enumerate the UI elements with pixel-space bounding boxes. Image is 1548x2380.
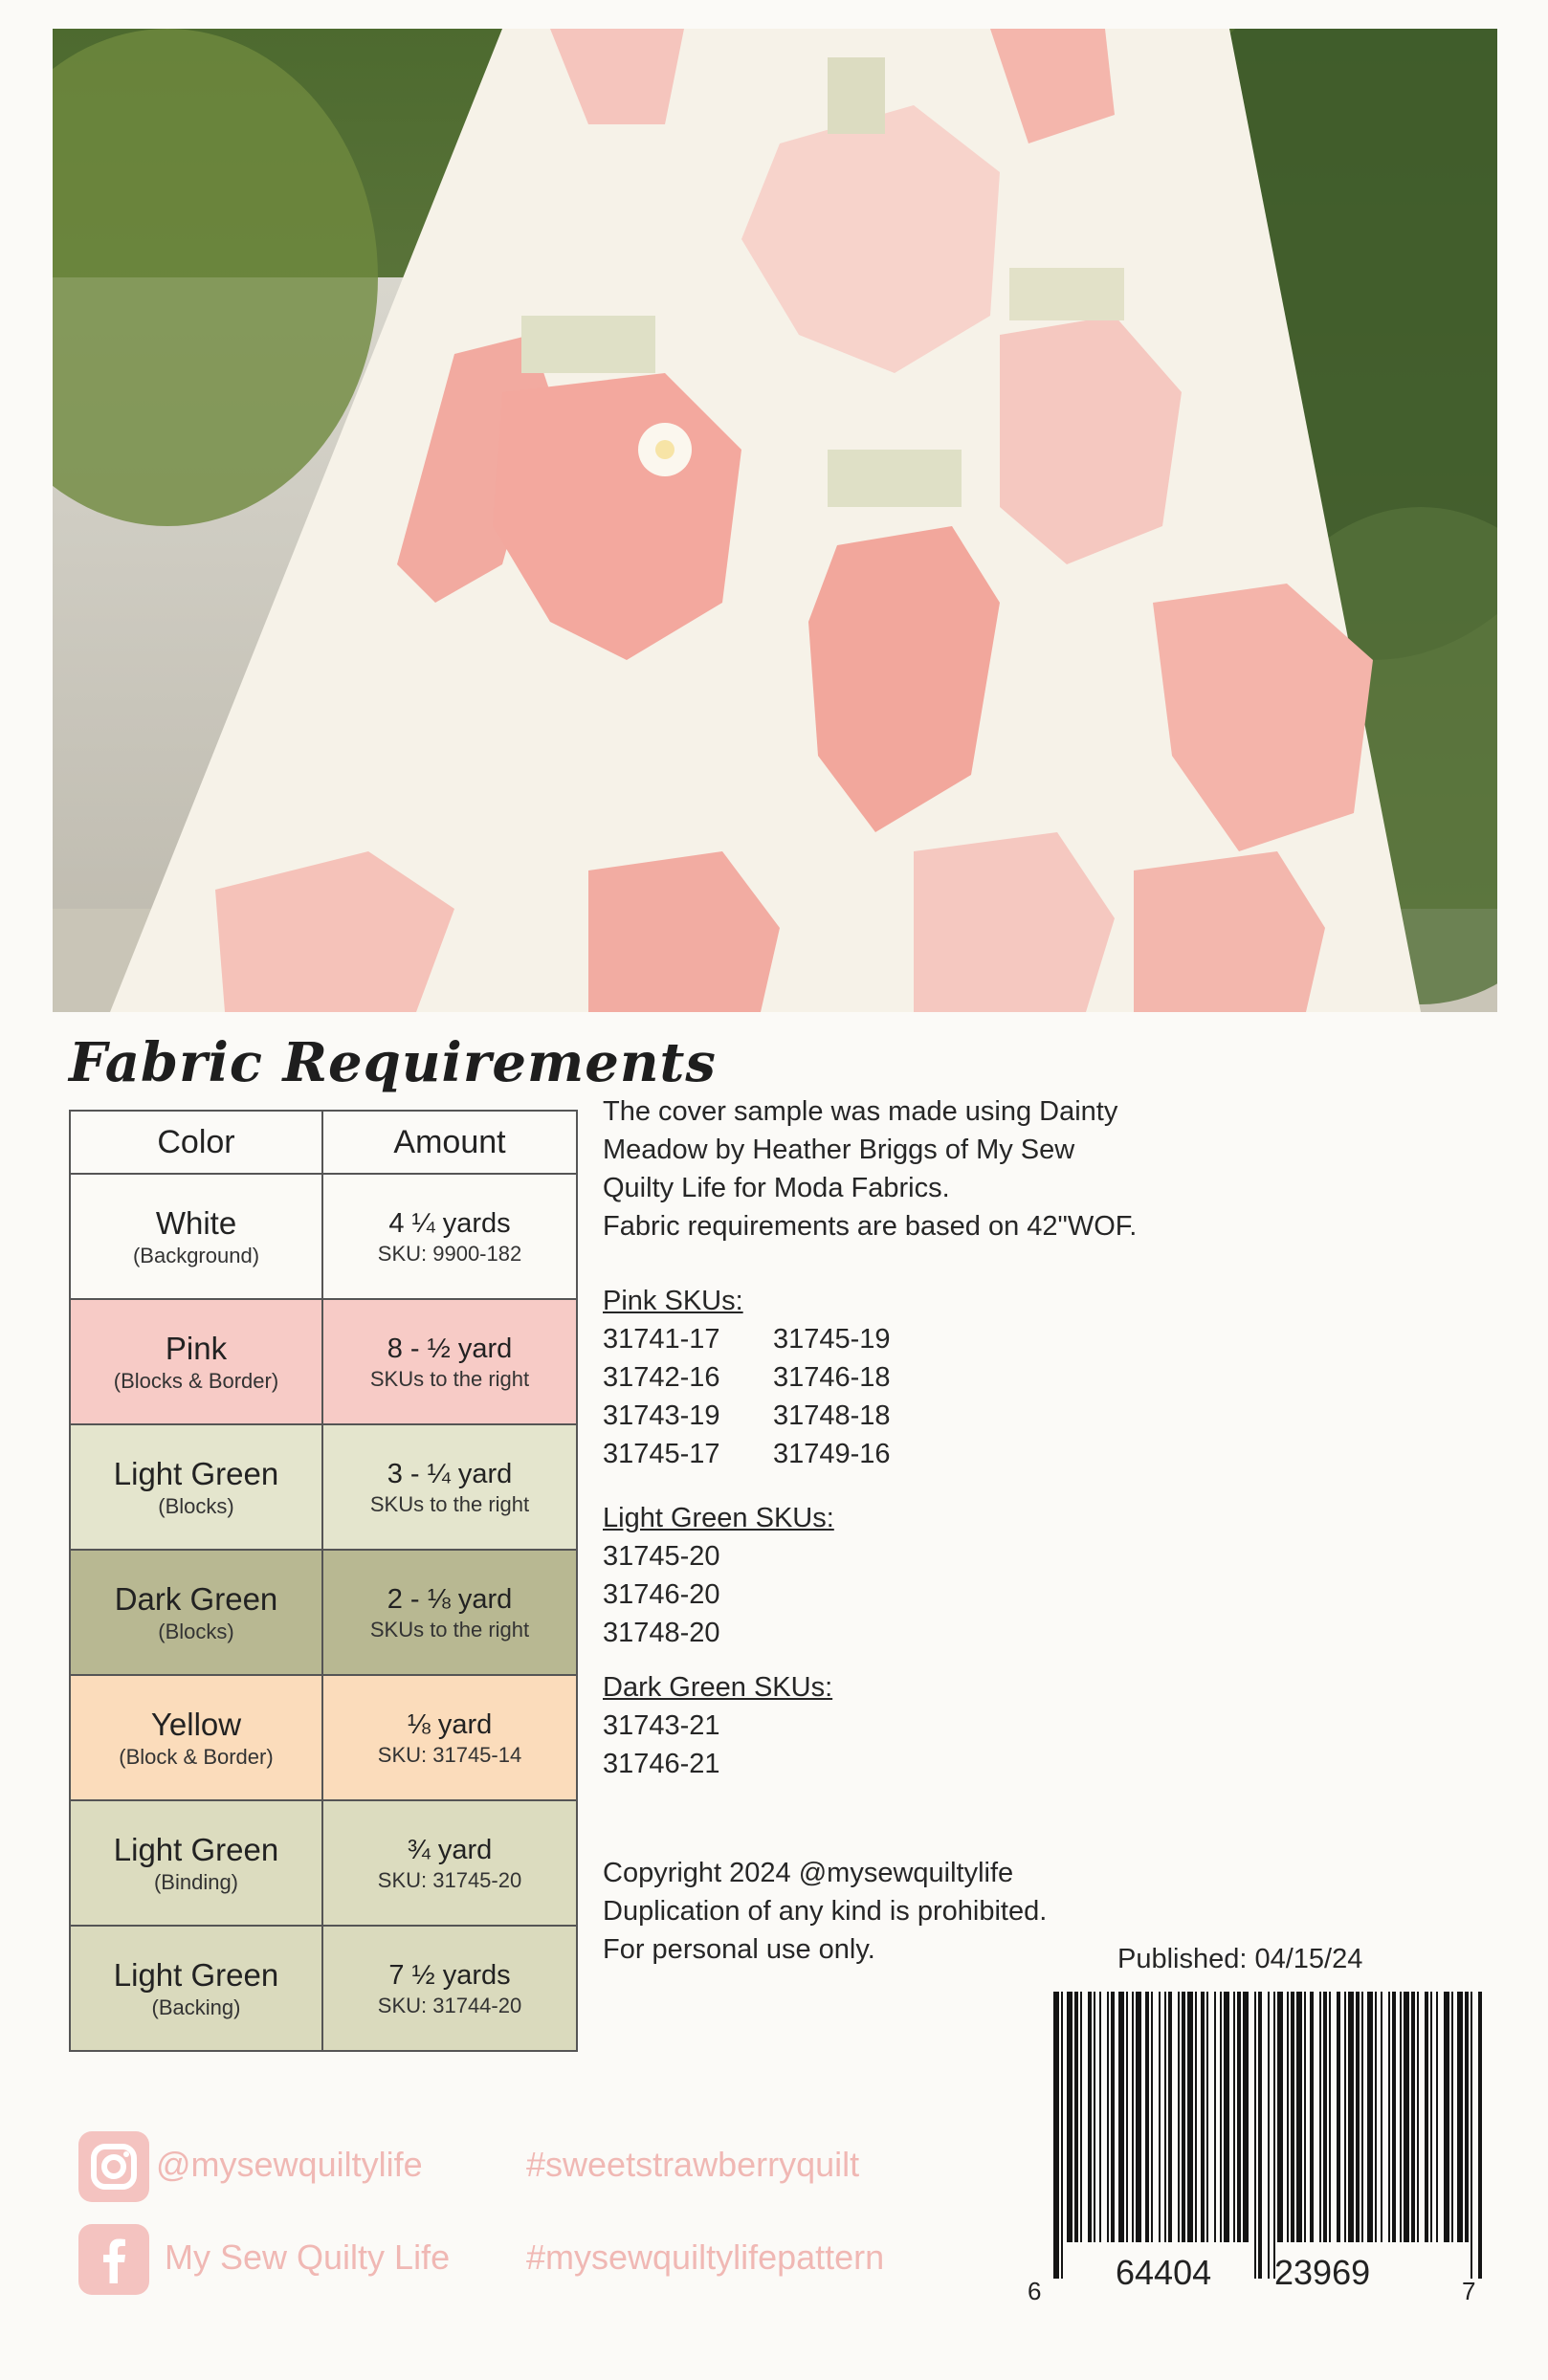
amount-sku: SKUs to the right bbox=[369, 1617, 530, 1642]
color-usage: (Blocks) bbox=[158, 1619, 234, 1643]
table-row bbox=[70, 1299, 577, 1424]
color-name: Light Green bbox=[113, 1831, 279, 1867]
sku-item: 31741-17 bbox=[603, 1324, 720, 1355]
barcode-bar bbox=[1356, 1992, 1360, 2242]
amount-value: 7 ½ yards bbox=[388, 1959, 511, 1991]
amount-sku: SKU: 31745-20 bbox=[377, 1867, 522, 1892]
copyright-line: For personal use only. bbox=[603, 1934, 875, 1965]
barcode-bar bbox=[1159, 1992, 1161, 2242]
hashtag-sweet-strawberry: #sweetstrawberryquilt bbox=[526, 2145, 860, 2184]
barcode-bar bbox=[1107, 1992, 1109, 2242]
barcode-bar bbox=[1471, 1992, 1472, 2279]
instagram-icon bbox=[78, 2131, 149, 2202]
instagram-handle: @mysewquiltylife bbox=[156, 2145, 423, 2184]
barcode-bar bbox=[1392, 1992, 1396, 2242]
intro-line: Quilty Life for Moda Fabrics. bbox=[603, 1173, 950, 1203]
barcode-bar bbox=[1088, 1992, 1092, 2242]
barcode-bar bbox=[1132, 1992, 1134, 2242]
dark-green-skus-title: Dark Green SKUs: bbox=[603, 1672, 833, 1703]
pink-skus-list bbox=[603, 1320, 943, 1473]
color-cell bbox=[70, 1926, 322, 2051]
color-name: White bbox=[155, 1204, 237, 1241]
barcode-bar bbox=[1233, 1992, 1235, 2242]
barcode-bar bbox=[1417, 1992, 1419, 2242]
barcode-bar bbox=[1268, 1992, 1270, 2279]
barcode-bar bbox=[1187, 1992, 1193, 2242]
barcode-bar bbox=[1118, 1992, 1124, 2242]
color-usage: (Block & Border) bbox=[119, 1744, 274, 1769]
barcode-bar bbox=[1291, 1992, 1294, 2242]
amount-sku: SKU: 31745-14 bbox=[377, 1742, 522, 1767]
intro-text bbox=[603, 1092, 1196, 1245]
color-name: Light Green bbox=[113, 1956, 279, 1993]
barcode-bar bbox=[1220, 1992, 1222, 2242]
barcode-bar bbox=[1296, 1992, 1302, 2242]
amount-value: 3 - ¼ yard bbox=[387, 1458, 513, 1489]
color-cell bbox=[70, 1299, 322, 1424]
color-name: Pink bbox=[165, 1330, 228, 1366]
barcode-bar bbox=[1451, 1992, 1453, 2242]
barcode-bar bbox=[1206, 1992, 1208, 2242]
barcode-bar bbox=[1164, 1992, 1166, 2242]
table-header-row bbox=[70, 1111, 577, 1174]
color-cell bbox=[70, 1424, 322, 1550]
sku-item: 31746-21 bbox=[603, 1749, 720, 1779]
column-header-amount: Amount bbox=[322, 1111, 577, 1174]
barcode-bar bbox=[1348, 1992, 1354, 2242]
barcode-bar bbox=[1201, 1992, 1205, 2242]
table-row bbox=[70, 1174, 577, 1299]
barcode-bar bbox=[1457, 1992, 1463, 2242]
sku-item: 31742-16 bbox=[603, 1362, 720, 1393]
quilt-photo-illustration bbox=[53, 29, 1497, 1012]
amount-cell bbox=[322, 1550, 577, 1675]
barcode-bar bbox=[1067, 1992, 1073, 2242]
barcode bbox=[1048, 1992, 1488, 2279]
intro-line: Fabric requirements are based on 42"WOF. bbox=[603, 1211, 1138, 1242]
amount-cell bbox=[322, 1926, 577, 2051]
color-name: Yellow bbox=[150, 1706, 242, 1742]
barcode-bar bbox=[1411, 1992, 1415, 2242]
barcode-bar bbox=[1195, 1992, 1197, 2242]
published-date: Published: 04/15/24 bbox=[1117, 1944, 1363, 1974]
barcode-bar bbox=[1404, 1992, 1409, 2242]
table-row bbox=[70, 1926, 577, 2051]
barcode-bar bbox=[1273, 1992, 1275, 2279]
barcode-bar bbox=[1337, 1992, 1340, 2242]
color-usage: (Blocks) bbox=[158, 1493, 234, 1518]
barcode-bar bbox=[1361, 1992, 1363, 2242]
amount-value: 8 - ½ yard bbox=[387, 1333, 513, 1364]
barcode-digit-left: 6 bbox=[1028, 2277, 1042, 2305]
hashtag-pattern: #mysewquiltylifepattern bbox=[526, 2237, 885, 2277]
barcode-bar bbox=[1126, 1992, 1128, 2242]
barcode-bar bbox=[1344, 1992, 1346, 2242]
barcode-bar bbox=[1237, 1992, 1241, 2242]
sku-item: 31749-16 bbox=[773, 1439, 891, 1469]
barcode-bar bbox=[1214, 1992, 1216, 2242]
barcode-group-2: 23969 bbox=[1274, 2253, 1371, 2292]
barcode-bar bbox=[1375, 1992, 1377, 2242]
barcode-bar bbox=[1465, 1992, 1469, 2242]
column-header-color: Color bbox=[70, 1111, 322, 1174]
barcode-bar bbox=[1168, 1992, 1172, 2242]
light-green-skus-title: Light Green SKUs: bbox=[603, 1503, 834, 1533]
amount-sku: SKU: 31744-20 bbox=[377, 1993, 522, 2017]
facebook-name: My Sew Quilty Life bbox=[165, 2237, 451, 2277]
section-heading: Fabric Requirements bbox=[69, 1031, 717, 1094]
color-usage: (Background) bbox=[132, 1243, 260, 1267]
sku-item: 31748-20 bbox=[603, 1618, 720, 1648]
barcode-bar bbox=[1145, 1992, 1149, 2242]
table-row bbox=[70, 1675, 577, 1800]
sku-item: 31746-18 bbox=[773, 1362, 891, 1393]
intro-line: Meadow by Heather Briggs of My Sew bbox=[603, 1135, 1075, 1165]
color-cell bbox=[70, 1174, 322, 1299]
barcode-bar bbox=[1053, 1992, 1059, 2279]
color-name: Dark Green bbox=[114, 1580, 278, 1617]
table-row bbox=[70, 1550, 577, 1675]
pink-skus-title: Pink SKUs: bbox=[603, 1286, 743, 1316]
barcode-bar bbox=[1430, 1992, 1432, 2242]
sku-item: 31745-19 bbox=[773, 1324, 891, 1355]
barcode-bar bbox=[1310, 1992, 1314, 2242]
amount-value: ¾ yard bbox=[407, 1834, 493, 1865]
amount-cell bbox=[322, 1299, 577, 1424]
copyright-notice bbox=[603, 1854, 1047, 1969]
barcode-bar bbox=[1287, 1992, 1289, 2242]
barcode-bar bbox=[1478, 1992, 1482, 2279]
barcode-bar bbox=[1319, 1992, 1321, 2242]
barcode-bar bbox=[1388, 1992, 1390, 2242]
barcode-bar bbox=[1136, 1992, 1141, 2242]
barcode-bar bbox=[1080, 1992, 1082, 2242]
barcode-bar bbox=[1224, 1992, 1229, 2242]
amount-cell bbox=[322, 1424, 577, 1550]
amount-sku: SKUs to the right bbox=[369, 1366, 530, 1391]
copyright-line: Duplication of any kind is prohibited. bbox=[603, 1896, 1048, 1927]
barcode-bar bbox=[1277, 1992, 1283, 2242]
barcode-digit-right: 7 bbox=[1462, 2277, 1476, 2305]
sku-item: 31745-20 bbox=[603, 1541, 720, 1572]
sku-item: 31748-18 bbox=[773, 1400, 891, 1431]
table-row bbox=[70, 1800, 577, 1926]
sku-item: 31743-21 bbox=[603, 1710, 720, 1741]
light-green-skus bbox=[603, 1499, 834, 1652]
barcode-group-1: 64404 bbox=[1116, 2253, 1212, 2292]
amount-cell bbox=[322, 1174, 577, 1299]
barcode-bar bbox=[1099, 1992, 1101, 2242]
barcode-bar bbox=[1436, 1992, 1438, 2242]
color-cell bbox=[70, 1675, 322, 1800]
sku-item: 31743-19 bbox=[603, 1400, 720, 1431]
quilt-photo bbox=[53, 29, 1497, 1012]
color-cell bbox=[70, 1550, 322, 1675]
fabric-requirements-table bbox=[69, 1110, 578, 2052]
barcode-bar bbox=[1074, 1992, 1078, 2242]
barcode-bar bbox=[1243, 1992, 1249, 2242]
color-name: Light Green bbox=[113, 1455, 279, 1491]
barcode-bar bbox=[1182, 1992, 1185, 2242]
color-usage: (Blocks & Border) bbox=[113, 1368, 279, 1393]
amount-cell bbox=[322, 1675, 577, 1800]
barcode-bar bbox=[1094, 1992, 1095, 2242]
barcode-bar bbox=[1258, 1992, 1262, 2279]
amount-value: 2 - ⅛ yard bbox=[387, 1583, 513, 1615]
barcode-bar bbox=[1178, 1992, 1180, 2242]
amount-value: 4 ¼ yards bbox=[388, 1207, 511, 1239]
barcode-bar bbox=[1304, 1992, 1306, 2242]
amount-cell bbox=[322, 1800, 577, 1926]
color-cell bbox=[70, 1800, 322, 1926]
sku-item: 31745-17 bbox=[603, 1439, 720, 1469]
barcode-bar bbox=[1381, 1992, 1382, 2242]
barcode-bar bbox=[1444, 1992, 1449, 2242]
barcode-bar bbox=[1425, 1992, 1428, 2242]
barcode-bar bbox=[1151, 1992, 1153, 2242]
intro-line: The cover sample was made using Dainty bbox=[603, 1096, 1118, 1127]
amount-sku: SKUs to the right bbox=[369, 1491, 530, 1516]
color-usage: (Backing) bbox=[151, 1994, 241, 2019]
facebook-icon bbox=[78, 2224, 149, 2295]
pink-skus bbox=[603, 1282, 943, 1473]
dark-green-skus bbox=[603, 1668, 832, 1783]
table-row bbox=[70, 1424, 577, 1550]
barcode-bar bbox=[1323, 1992, 1327, 2242]
amount-value: ⅛ yard bbox=[407, 1708, 493, 1740]
amount-sku: SKU: 9900-182 bbox=[377, 1241, 522, 1266]
barcode-bar bbox=[1111, 1992, 1115, 2242]
color-usage: (Binding) bbox=[153, 1869, 239, 1894]
barcode-bar bbox=[1061, 1992, 1063, 2279]
barcode-bar bbox=[1367, 1992, 1373, 2242]
copyright-line: Copyright 2024 @mysewquiltylife bbox=[603, 1858, 1014, 1888]
barcode-bar bbox=[1329, 1992, 1331, 2242]
barcode-bar bbox=[1400, 1992, 1402, 2242]
sku-item: 31746-20 bbox=[603, 1579, 720, 1610]
barcode-bar bbox=[1254, 1992, 1256, 2279]
